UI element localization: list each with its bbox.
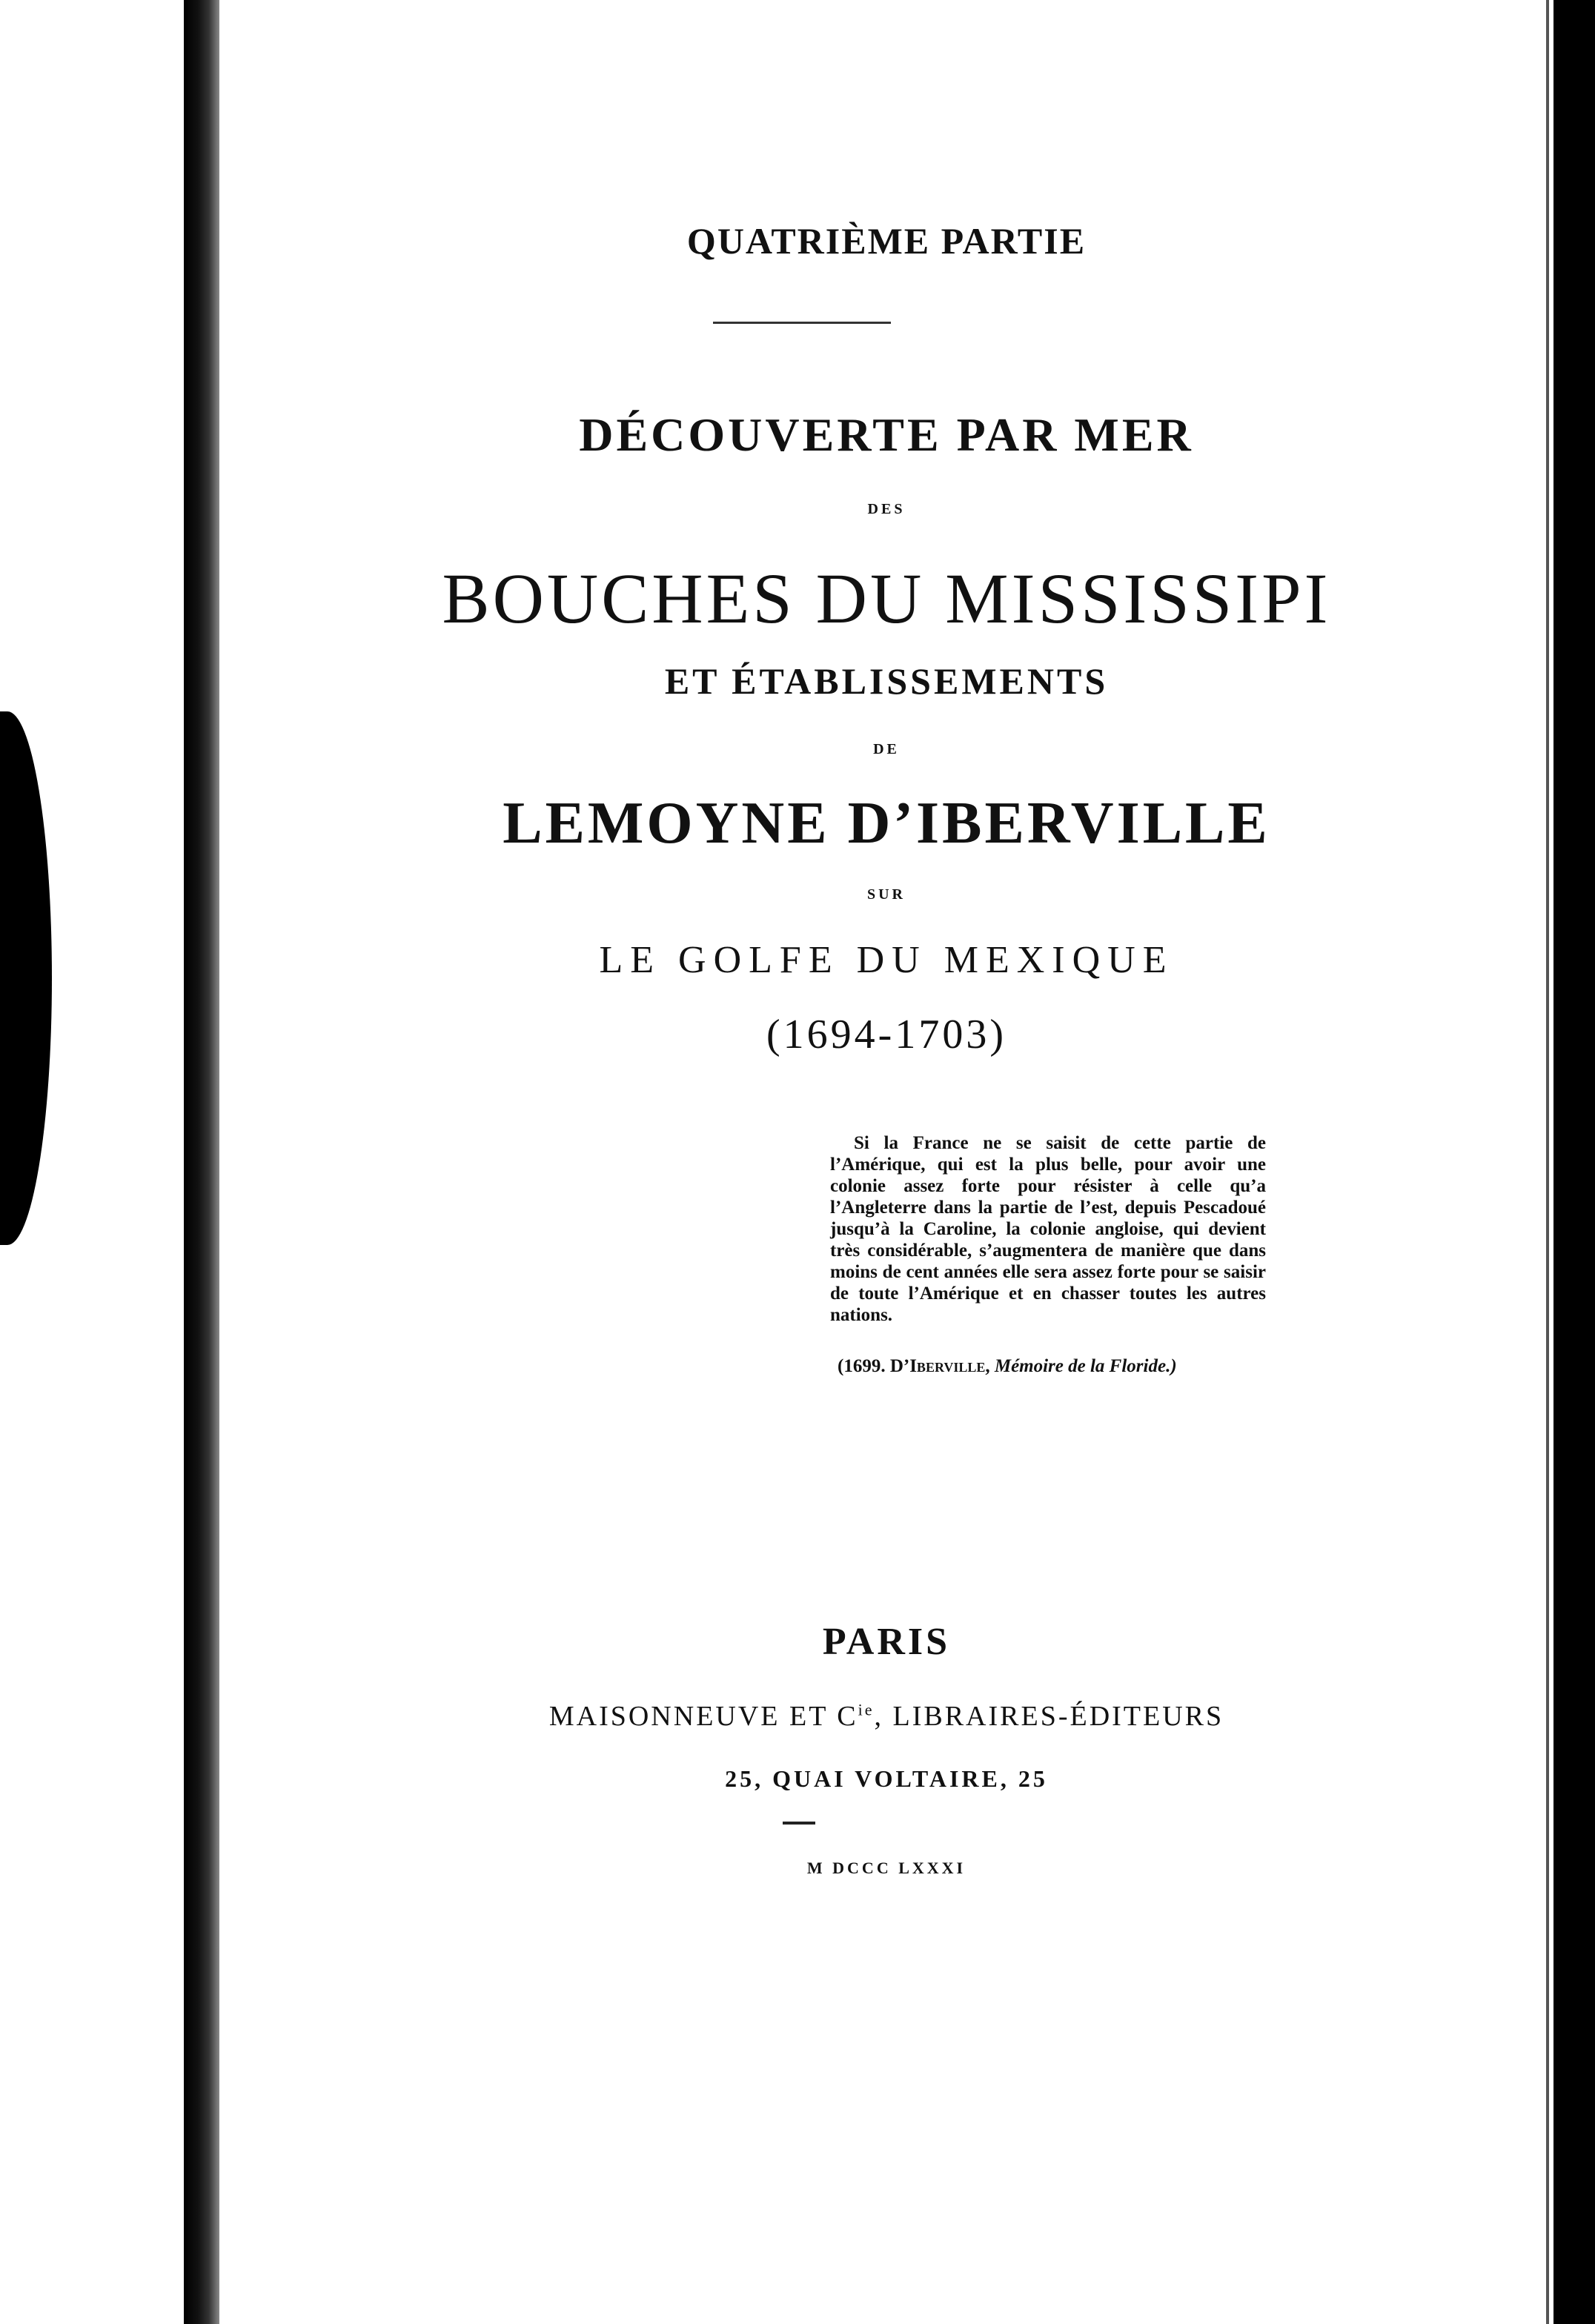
attribution-work: Mémoire de la Floride.) bbox=[994, 1356, 1177, 1376]
publisher-name: MAISONNEUVE ET C bbox=[548, 1701, 858, 1732]
publisher-superscript: ie bbox=[858, 1700, 875, 1719]
title-line-5: LE GOLFE DU MEXIQUE bbox=[599, 939, 1174, 981]
imprint-publisher bbox=[219, 1700, 1553, 1733]
page-edge-line bbox=[1546, 0, 1549, 2324]
epigraph-attribution bbox=[838, 1356, 1267, 1377]
title-line-1: DÉCOUVERTE PAR MER bbox=[579, 408, 1194, 461]
publisher-role: , LIBRAIRES-ÉDITEURS bbox=[874, 1701, 1224, 1732]
attribution-year: (1699. bbox=[838, 1356, 886, 1376]
imprint-city: PARIS bbox=[822, 1621, 951, 1663]
epigraph-quote: Si la France ne se saisit de cette partie de l’Amérique, qui est la plus belle, pour avoir une colonie assez forte pour résister à celle qu’a l’Angleterre dans la partie de l’est, depuis Pescadoué jusqu’à la Caroline, la colonie angloise, qui devient très considérable, s’augmentera de manière que dans moins de cent années elle sera assez forte pour se saisir de toute l’Amérique et en chasser toutes les autres nations. bbox=[830, 1133, 1266, 1325]
heading-rule bbox=[713, 322, 891, 324]
book-gutter bbox=[184, 0, 219, 2324]
part-heading: QUATRIÈME PARTIE bbox=[686, 220, 1087, 262]
connector-sur: SUR bbox=[866, 886, 906, 903]
title-line-3: ET ÉTABLISSEMENTS bbox=[664, 660, 1109, 702]
imprint-rule bbox=[783, 1822, 815, 1825]
imprint-address: 25, QUAI VOLTAIRE, 25 bbox=[725, 1765, 1048, 1792]
imprint-year: M DCCC LXXXI bbox=[806, 1859, 966, 1877]
connector-des: DES bbox=[867, 501, 906, 517]
title-dates: (1694-1703) bbox=[766, 1012, 1007, 1058]
scan-right-border bbox=[1553, 0, 1595, 2324]
title-line-2: BOUCHES DU MISSISSIPI bbox=[442, 559, 1331, 638]
title-line-4: LEMOYNE D’IBERVILLE bbox=[503, 791, 1270, 856]
attribution-author: D’Iberville, bbox=[889, 1356, 990, 1376]
connector-de: DE bbox=[873, 741, 900, 757]
